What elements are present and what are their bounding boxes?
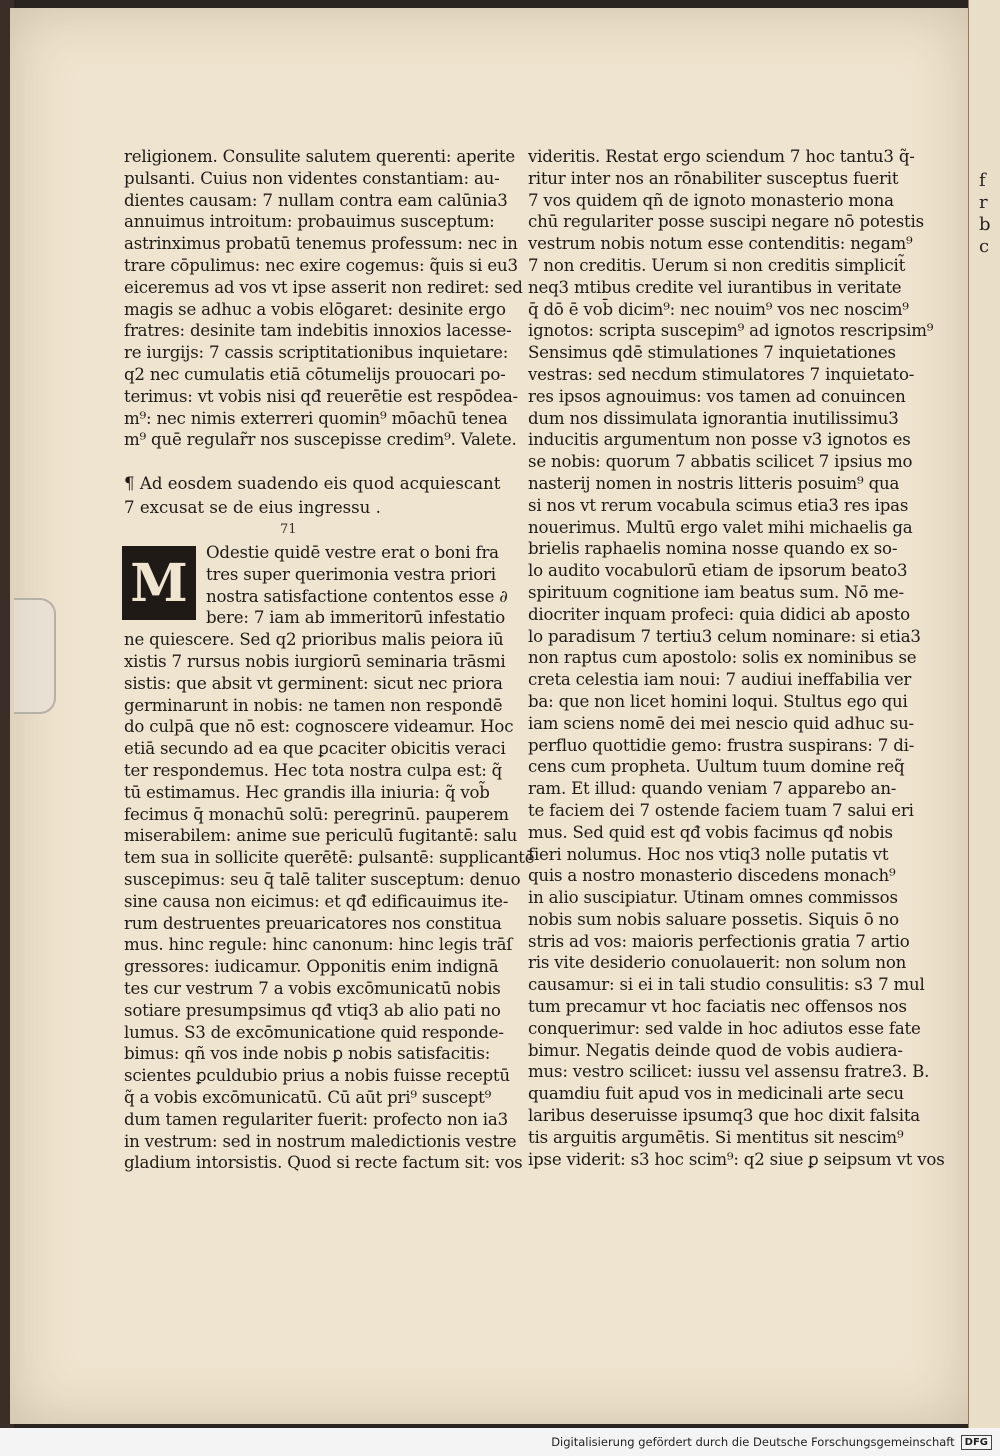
text-line: 7 non creditis. Uerum si non creditis simplicit̃ [528,255,906,275]
text-line: sotiare presumpsimus qđ vtiq3 ab alio pati no [124,1000,501,1020]
text-line: xistis 7 rursus nobis iurgiorū seminaria trāsmi [124,651,506,671]
text-line: sine causa non eicimus: et qđ edificauimus ite- [124,891,509,911]
adjacent-page-edge [968,0,1000,1428]
text-line: m⁹: nec nimis exterreri quomin⁹ mōachū tenea [124,408,508,428]
text-line: chū regulariter posse suscipi negare nō potestis [528,212,924,232]
text-line: gladium intorsistis. Quod si recte factum sit: vos [124,1153,523,1173]
text-line: etiā secundo ad ea que ꝑcaciter obicitis veraci [124,739,506,759]
heading-line: ¶ Ad eosdem suadendo eis quod acquiescant [124,474,501,493]
text-line: in vestrum: sed in nostrum maledictionis vestre [124,1131,517,1151]
chapter-number: 71 [280,522,297,537]
text-line: q̄ dō ē vob̄ dicim⁹: nec nouim⁹ vos nec noscim⁹ [528,299,909,319]
text-line: laribus deseruisse ipsumq3 que hoc dixit falsita [528,1106,921,1126]
adjacent-page-letter: c [979,236,990,257]
text-line: ritur inter nos an rōnabiliter susceptus fuerit [528,168,899,188]
text-line: dientes causam: 7 nullam contra eam calūnia3 [124,190,508,210]
page-clip [14,598,56,714]
text-line: gressores: iudicamur. Opponitis enim indignā [124,957,499,977]
text-line: q2 nec cumulatis etiā cōtumelijs prouocari po- [124,364,506,384]
text-line: lumus. S3 de excōmunicatione quid responde- [124,1022,504,1042]
text-line: causamur: si ei in tali studio consulitis: s3 7 mul [528,975,925,995]
text-line: se nobis: quorum 7 abbatis scilicet 7 ipsius mo [528,452,913,472]
text-line: si nos vt rerum vocabula scimus etia3 res ipas [528,495,909,515]
text-line: inducitis argumentum non posse v3 ignotos es [528,430,911,450]
text-line: res ipsos agnouimus: vos tamen ad conuincen [528,386,906,406]
text-line: nouerimus. Multū ergo valet mihi michaelis ga [528,517,913,537]
text-line: do culpā que nō est: cognoscere videamur. Hoc [124,717,514,737]
text-line: annuimus introitum: probauimus susceptum: [124,212,495,232]
text-line: ne quiescere. Sed q2 prioribus malis peiora iū [124,630,504,650]
left-column-top [124,146,523,451]
text-line: scientes ꝑculdubio prius a nobis fuisse receptū [124,1066,510,1086]
text-line: tres super querimonia vestra priori [206,564,496,584]
text-line: ris vite desiderio conuolauerit: non solum non [528,953,907,973]
text-line: sistis: que absit vt germinent: sicut nec priora [124,673,503,693]
text-line: vestras: sed necdum stimulatores 7 inquietato- [528,364,915,384]
text-line: Odestie quidē vestre erat o boni fra [206,543,499,562]
text-line: quis a nostro monasterio discedens monach⁹ [528,866,896,886]
text-line: Sensimus qdē stimulationes 7 inquietationes [528,343,896,363]
text-line: mus. Sed quid est qđ vobis facimus qđ nobis [528,822,893,842]
heading-line: 7 excusat se de eius ingressu . [124,498,381,517]
text-line: tum precamur vt hoc faciatis nec offensos nos [528,997,907,1017]
left-column-body [124,542,535,1174]
text-line: germinarunt in nobis: ne tamen non respondē [124,695,503,715]
text-line: iam sciens nomē dei mei nescio quid adhuc su- [528,713,914,733]
text-line: eiceremus ad vos vt ipse asserit non rediret: sed [124,277,523,297]
text-line: lo audito vocabulorū etiam de ipsorum beato3 [528,561,908,581]
text-line: diocriter inquam profeci: quia didici ab aposto [528,604,910,624]
text-line: ignotos: scripta suscepim⁹ ad ignotos rescripsim⁹ [528,321,934,341]
letter-heading [124,472,514,520]
text-line: dum tamen regulariter fuerit: profecto non ia3 [124,1109,508,1129]
text-line: non raptus cum apostolo: solis ex nominibus se [528,648,917,668]
text-line: m⁹ quē regular̃r nos suscepisse credim⁹. Valete. [124,430,517,450]
text-line: creta celestia iam noui: 7 audiui ineffabilia ver [528,670,912,690]
text-line: stris ad vos: maioris perfectionis gratia 7 artio [528,931,910,951]
adjacent-page-letter: b [979,214,991,235]
text-line: ba: que non licet homini loqui. Stultus ego qui [528,691,908,711]
text-line: brielis raphaelis nomina nosse quando ex so- [528,539,898,559]
text-line: pulsanti. Cuius non videntes constantiam: au- [124,168,500,188]
text-line: vestrum nobis notum esse contenditis: negam⁹ [528,234,913,254]
text-line: religionem. Consulite salutem querenti: aperite [124,147,516,166]
adjacent-page-letter: f [979,170,986,191]
text-line: ipse viderit: s3 hoc scim⁹: q2 siue ꝑ seipsum vt vos [528,1149,945,1169]
text-line: lo paradisum 7 tertiu3 celum nominare: si etia3 [528,626,921,646]
text-line: nasterij nomen in nostris litteris posuim⁹ qua [528,473,900,493]
text-line: rum destruentes preuaricatores nos constitua [124,913,502,933]
text-line: fecimus q̄ monachū solū: peregrinū. pauperem [124,804,509,824]
text-line: in alio suscipiatur. Utinam omnes commissos [528,888,898,908]
text-line: astrinximus probatū tenemus professum: nec in [124,234,518,254]
funding-credit: Digitalisierung gefördert durch die Deutsche Forschungsgemeinschaft [551,1435,955,1449]
text-line: conquerimur: sed valde in hoc adiutos esse fate [528,1018,921,1038]
text-line: spirituum cognitione iam beatus sum. Nō me- [528,582,904,602]
text-line: fieri nolumus. Hoc nos vtiq3 nolle putatis vt [528,844,889,864]
text-line: bere: 7 iam ab immeritorū infestatio [206,608,506,628]
text-line: terimus: vt vobis nisi qđ reuerētie est respōdea- [124,386,518,406]
text-line: dum nos dissimulata ignorantia inutilissimu3 [528,408,899,428]
text-line: miserabilem: anime sue periculū fugitantē: salu [124,826,518,846]
text-line: nobis sum nobis saluare possetis. Siquis ō no [528,909,899,929]
text-line: tis arguitis argumētis. Si mentitus sit nescim⁹ [528,1127,904,1147]
text-line: cens cum propheta. Uultum tuum domine req̃ [528,757,905,777]
text-line: fratres: desinite tam indebitis innoxios lacesse- [124,321,512,341]
dfg-logo: DFG [961,1435,992,1450]
text-line: bimus: qñ vos inde nobis ꝑ nobis satisfacitis: [124,1044,491,1064]
text-line: q̃ a vobis excōmunicatū. Cū aūt pri⁹ suscept⁹ [124,1087,492,1107]
text-line: mus: vestro scilicet: iussu vel assensu fratre3. B. [528,1062,930,1082]
text-line: neq3 mtibus credite vel iurantibus in veritate [528,277,902,297]
decorated-initial: M [122,546,196,620]
text-line: nostra satisfactione contentos esse ∂ [206,586,508,606]
text-line: tū estimamus. Hec grandis illa iniuria: q̃ vob̃ [124,782,490,802]
text-line: quamdiu fuit apud vos in medicinali arte secu [528,1084,904,1104]
text-line: tes cur vestrum 7 a vobis excōmunicatū nobis [124,978,501,998]
text-line: magis se adhuc a vobis elōgaret: desinite ergo [124,299,506,319]
text-line: trare cōpulimus: nec exire cogemus: q̃uis si eu3 [124,255,518,275]
text-line: videritis. Restat ergo sciendum 7 hoc tantu3 q̃- [528,147,915,166]
text-line: ter respondemus. Hec tota nostra culpa est: q̃ [124,760,503,780]
text-line: perfluo quottidie gemo: frustra suspirans: 7 di- [528,735,915,755]
text-line: re iurgijs: 7 cassis scriptitationibus inquietare: [124,343,509,363]
text-line: mus. hinc regule: hinc canonum: hinc legis trāſ [124,935,513,955]
text-line: bimur. Negatis deinde quod de vobis audiera- [528,1040,903,1060]
text-line: te faciem dei 7 ostende faciem tuam 7 salui eri [528,800,914,820]
text-line: 7 vos quidem qñ de ignoto monasterio mona [528,190,894,210]
text-line: suscepimus: seu q̄ talē taliter susceptum: denuo [124,869,521,889]
text-line: tem sua in sollicite querētē: ꝑulsantē: supplicantē [124,848,535,868]
digitization-footer [0,1428,1000,1456]
right-column [528,146,945,1170]
text-line: ram. Et illud: quando veniam 7 apparebo an- [528,779,897,799]
adjacent-page-letter: r [979,192,988,213]
